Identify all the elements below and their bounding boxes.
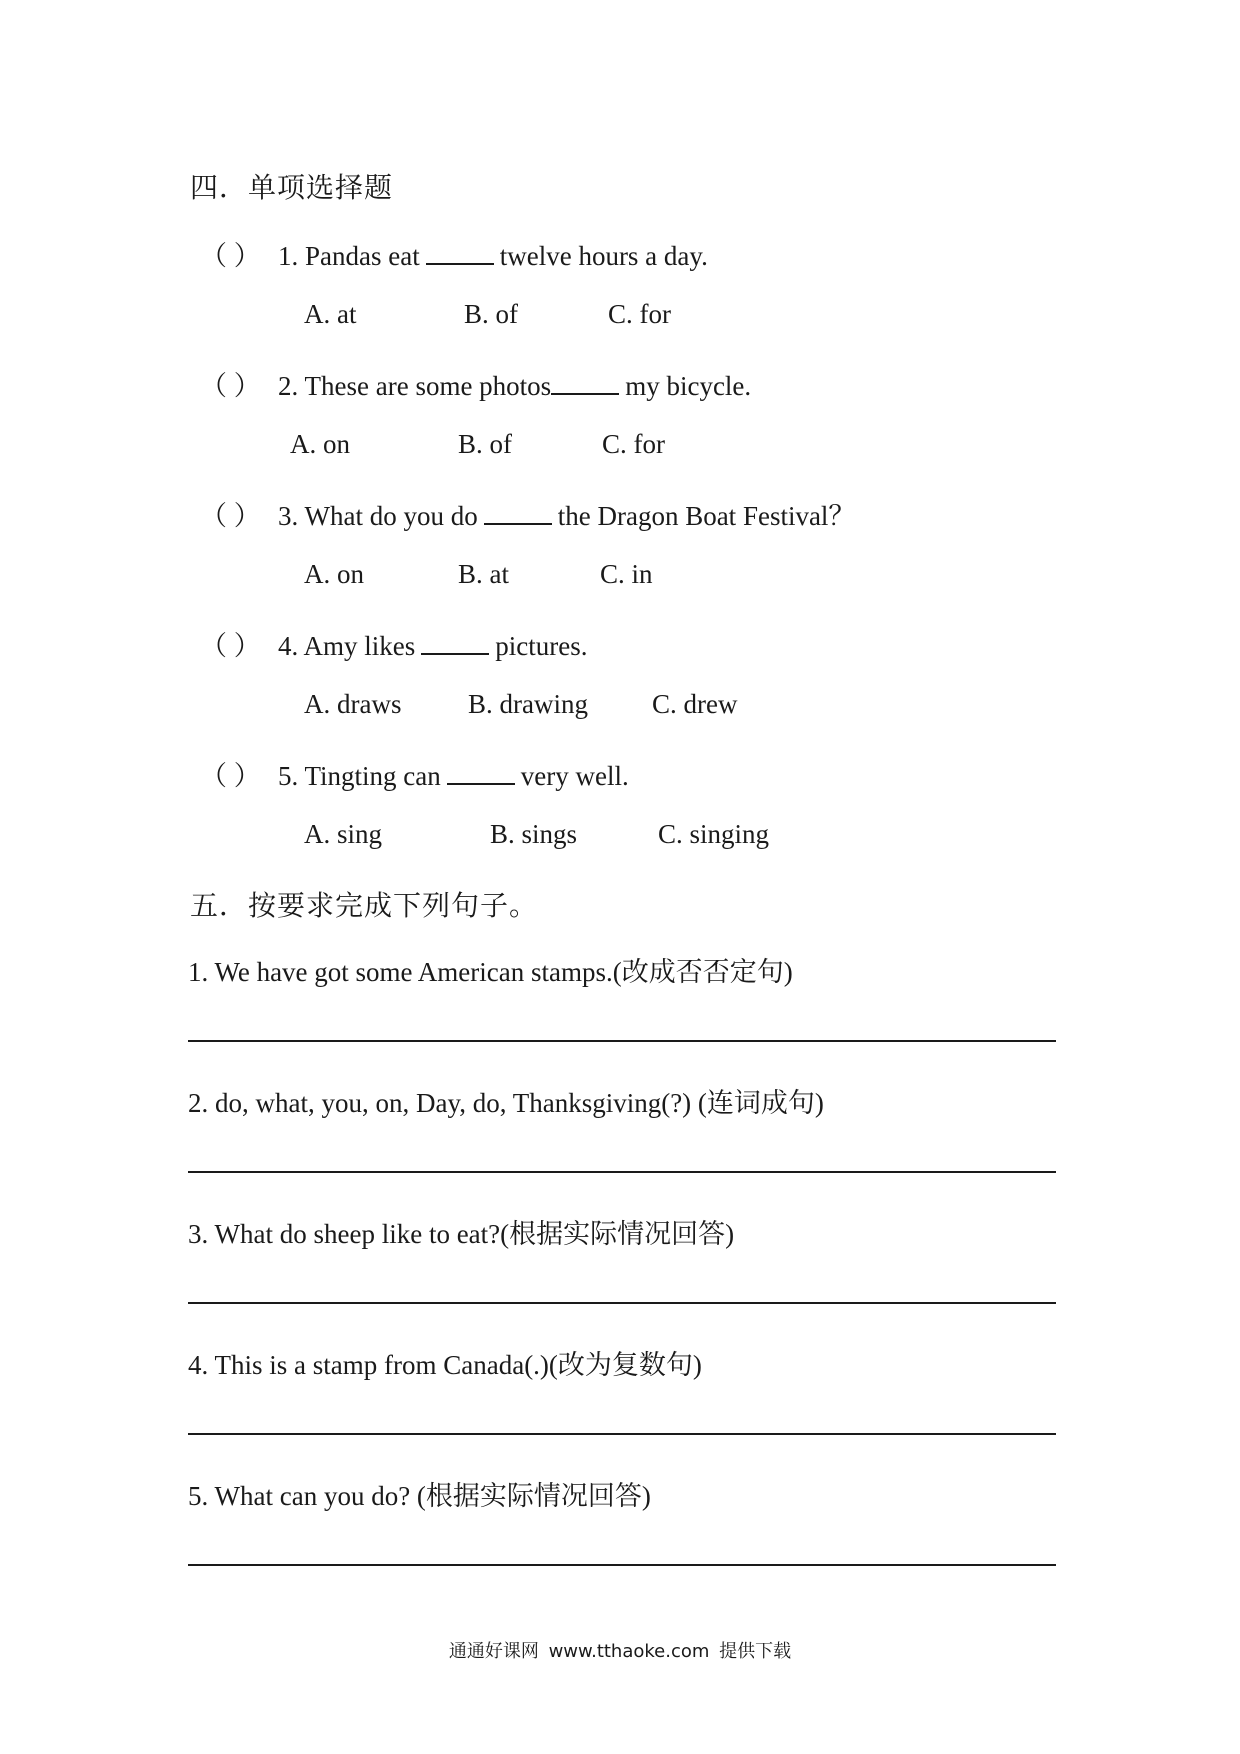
fill-blank: [551, 371, 619, 395]
option-b: B. drawing: [468, 689, 588, 719]
sentence-1: 1. We have got some American stamps.(改成否否定句): [188, 957, 793, 987]
question-4: [200, 624, 588, 663]
question-1: [200, 234, 708, 273]
question-5: [200, 754, 629, 793]
answer-paren[interactable]: （ ）: [200, 761, 261, 791]
question-text-after: pictures.: [495, 631, 588, 661]
section-5-heading: 五．按要求完成下列句子。: [190, 889, 539, 922]
answer-line-3[interactable]: [188, 1302, 1056, 1304]
question-text-before: 4. Amy likes: [278, 631, 416, 661]
fill-blank: [484, 501, 552, 525]
option-a: A. on: [304, 559, 364, 589]
section-4-heading: 四．单项选择题: [190, 171, 394, 204]
fill-blank: [421, 631, 489, 655]
question-text-after: my bicycle.: [625, 371, 752, 401]
question-text-before: 2. These are some photos: [278, 371, 552, 401]
question-text-after: the Dragon Boat Festival？: [557, 501, 856, 531]
answer-line-5[interactable]: [188, 1564, 1056, 1566]
question-text-before: 5. Tingting can: [278, 761, 441, 791]
answer-paren[interactable]: （ ）: [200, 631, 261, 661]
option-a: A. draws: [304, 689, 402, 719]
option-c: C. singing: [658, 819, 770, 849]
option-c: C. for: [602, 429, 665, 459]
option-c: C. in: [600, 559, 653, 589]
question-3: [200, 494, 855, 533]
sentence-2: 2. do, what, you, on, Day, do, Thanksgiving(?) (连词成句): [188, 1088, 824, 1118]
option-b: B. sings: [490, 819, 578, 849]
question-text-before: 1. Pandas eat: [278, 241, 420, 271]
sentence-4: 4. This is a stamp from Canada(.)(改为复数句): [188, 1350, 702, 1380]
option-b: B. of: [458, 429, 512, 459]
question-2: [200, 364, 751, 403]
option-b: B. at: [458, 559, 509, 589]
option-a: A. on: [290, 429, 350, 459]
option-b: B. of: [464, 299, 518, 329]
sentence-5: 5. What can you do? (根据实际情况回答): [188, 1481, 651, 1511]
answer-paren[interactable]: （ ）: [200, 501, 261, 531]
answer-paren[interactable]: （ ）: [200, 371, 261, 401]
fill-blank: [447, 761, 515, 785]
footer-watermark: 通通好课网 www.tthaoke.com 提供下载: [448, 1641, 792, 1662]
sentence-3: 3. What do sheep like to eat?(根据实际情况回答): [188, 1219, 735, 1249]
question-text-before: 3. What do you do: [278, 501, 478, 531]
fill-blank: [426, 241, 494, 265]
option-a: A. at: [304, 299, 357, 329]
answer-line-4[interactable]: [188, 1433, 1056, 1435]
option-c: C. for: [608, 299, 671, 329]
answer-line-1[interactable]: [188, 1040, 1056, 1042]
option-a: A. sing: [304, 819, 383, 849]
question-text-after: very well.: [520, 761, 629, 791]
answer-paren[interactable]: （ ）: [200, 241, 261, 271]
question-text-after: twelve hours a day.: [499, 241, 708, 271]
option-c: C. drew: [652, 689, 738, 719]
answer-line-2[interactable]: [188, 1171, 1056, 1173]
